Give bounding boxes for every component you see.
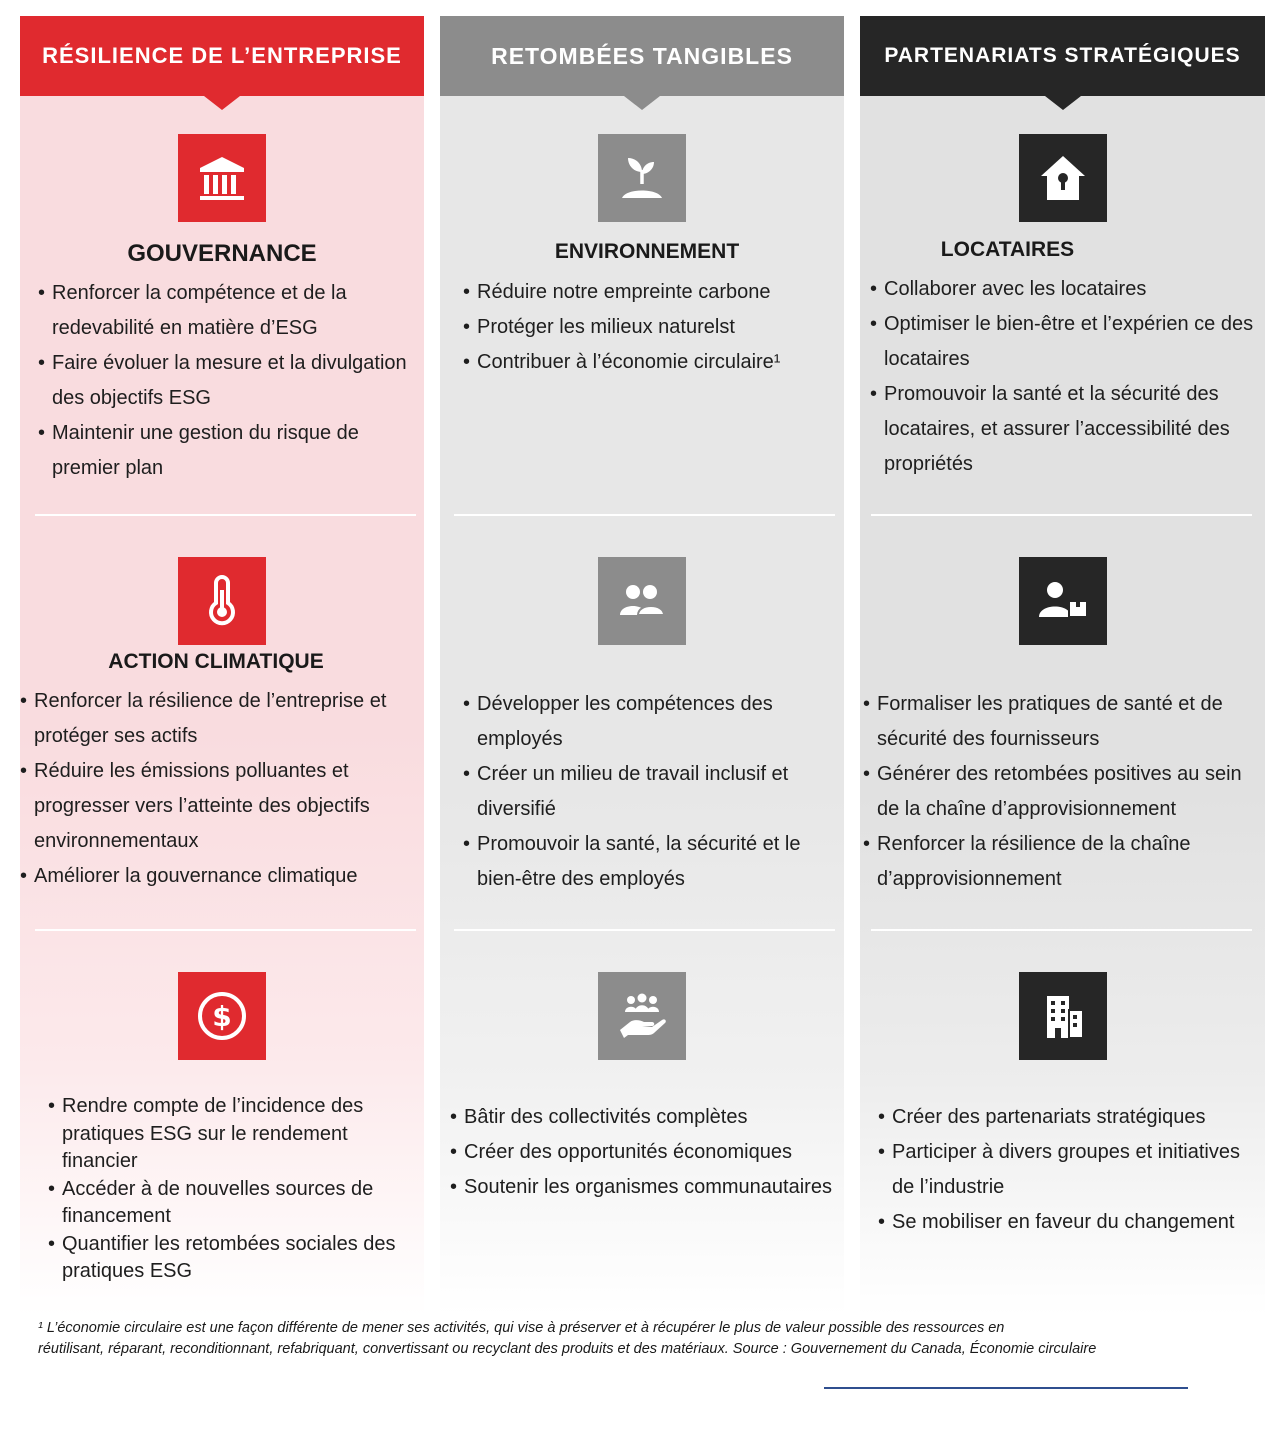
list-item: • Soutenir les organismes communautaires bbox=[450, 1170, 840, 1205]
list-item: • Formaliser les pratiques de santé et de sécurité des fournisseurs bbox=[863, 687, 1263, 757]
column-header: RÉSILIENCE DE L’ENTREPRISE bbox=[20, 16, 424, 96]
divider bbox=[35, 514, 416, 516]
house-keyhole-icon bbox=[1019, 134, 1107, 222]
institution-icon bbox=[178, 134, 266, 222]
column-resilience bbox=[20, 16, 424, 1316]
section-title-gouvernance: GOUVERNANCE bbox=[127, 240, 317, 267]
supplier-icon bbox=[1019, 557, 1107, 645]
column-header: PARTENARIATS STRATÉGIQUES bbox=[860, 16, 1265, 96]
list-item: • Créer des opportunités économiques bbox=[450, 1135, 840, 1170]
list-item: • Promouvoir la santé, la sécurité et le bien-être des employés bbox=[463, 827, 838, 897]
thermometer-icon bbox=[178, 557, 266, 645]
list-item: • Participer à divers groupes et initiatives de l’industrie bbox=[878, 1135, 1263, 1205]
section-title-locataires: LOCATAIRES bbox=[940, 238, 1075, 261]
list-item: • Générer des retombées positives au sein de la chaîne d’approvisionnement bbox=[863, 757, 1263, 827]
list-item: • Améliorer la gouvernance climatique bbox=[20, 859, 420, 894]
bullet-list bbox=[870, 272, 1255, 482]
bullet-list bbox=[48, 1093, 418, 1286]
list-item: • Promouvoir la santé et la sécurité des locataires, et assurer l’accessibilité des propriétés bbox=[870, 377, 1255, 482]
list-item: • Renforcer la résilience de la chaîne d’approvisionnement bbox=[863, 827, 1263, 897]
list-item: • Renforcer la résilience de l’entreprise et protéger ses actifs bbox=[20, 684, 420, 754]
divider bbox=[35, 929, 416, 931]
column-partenariats bbox=[860, 16, 1265, 1316]
list-item: • Réduire les émissions polluantes et progresser vers l’atteinte des objectifs environnementaux bbox=[20, 754, 420, 859]
list-item: • Maintenir une gestion du risque de premier plan bbox=[38, 416, 408, 486]
list-item: • Accéder à de nouvelles sources de financement bbox=[48, 1176, 418, 1231]
bullet-list bbox=[450, 1100, 840, 1205]
list-item: • Faire évoluer la mesure et la divulgation des objectifs ESG bbox=[38, 346, 408, 416]
bullet-list bbox=[463, 687, 838, 897]
list-item: • Protéger les milieux naturelst bbox=[463, 310, 833, 345]
divider bbox=[454, 929, 835, 931]
dollar-icon bbox=[178, 972, 266, 1060]
footnote-line: réutilisant, réparant, reconditionnant, refabriquant, convertissant ou recyclant des produits et des matériaux. Source : Gouvernement du Canada, Économie circulaire bbox=[38, 1341, 1097, 1357]
people-icon bbox=[598, 557, 686, 645]
list-item: • Bâtir des collectivités complètes bbox=[450, 1100, 840, 1135]
section-title-action-climatique: ACTION CLIMATIQUE bbox=[108, 650, 324, 673]
buildings-icon bbox=[1019, 972, 1107, 1060]
divider bbox=[871, 929, 1252, 931]
list-item: • Développer les compétences des employés bbox=[463, 687, 838, 757]
footnote bbox=[38, 1318, 1268, 1360]
bullet-list bbox=[38, 276, 408, 486]
community-hand-icon bbox=[598, 972, 686, 1060]
list-item: • Quantifier les retombées sociales des pratiques ESG bbox=[48, 1231, 418, 1286]
section-title-environnement: ENVIRONNEMENT bbox=[554, 240, 740, 263]
bullet-list bbox=[863, 687, 1263, 897]
bullet-list bbox=[878, 1100, 1263, 1240]
list-item: • Rendre compte de l’incidence des pratiques ESG sur le rendement financier bbox=[48, 1093, 418, 1176]
list-item: • Optimiser le bien-être et l’expérien ce des locataires bbox=[870, 307, 1255, 377]
bullet-list bbox=[463, 275, 833, 380]
list-item: • Créer un milieu de travail inclusif et diversifié bbox=[463, 757, 838, 827]
divider bbox=[454, 514, 835, 516]
list-item: • Se mobiliser en faveur du changement bbox=[878, 1205, 1263, 1240]
list-item: • Réduire notre empreinte carbone bbox=[463, 275, 833, 310]
column-header: RETOMBÉES TANGIBLES bbox=[440, 16, 844, 96]
list-item: • Renforcer la compétence et de la redevabilité en matière d’ESG bbox=[38, 276, 408, 346]
bullet-list bbox=[20, 684, 420, 894]
list-item: • Collaborer avec les locataires bbox=[870, 272, 1255, 307]
svg-text:$: $ bbox=[212, 1000, 232, 1033]
separator-line bbox=[824, 1387, 1188, 1389]
seedling-icon bbox=[598, 134, 686, 222]
footnote-line: ¹ L’économie circulaire est une façon différente de mener ses activités, qui vise à préserver et à récupérer le plus de valeur possible des ressources en bbox=[38, 1320, 1005, 1336]
column-retombees bbox=[440, 16, 844, 1316]
divider bbox=[871, 514, 1252, 516]
list-item: • Créer des partenariats stratégiques bbox=[878, 1100, 1263, 1135]
list-item: • Contribuer à l’économie circulaire¹ bbox=[463, 345, 833, 380]
